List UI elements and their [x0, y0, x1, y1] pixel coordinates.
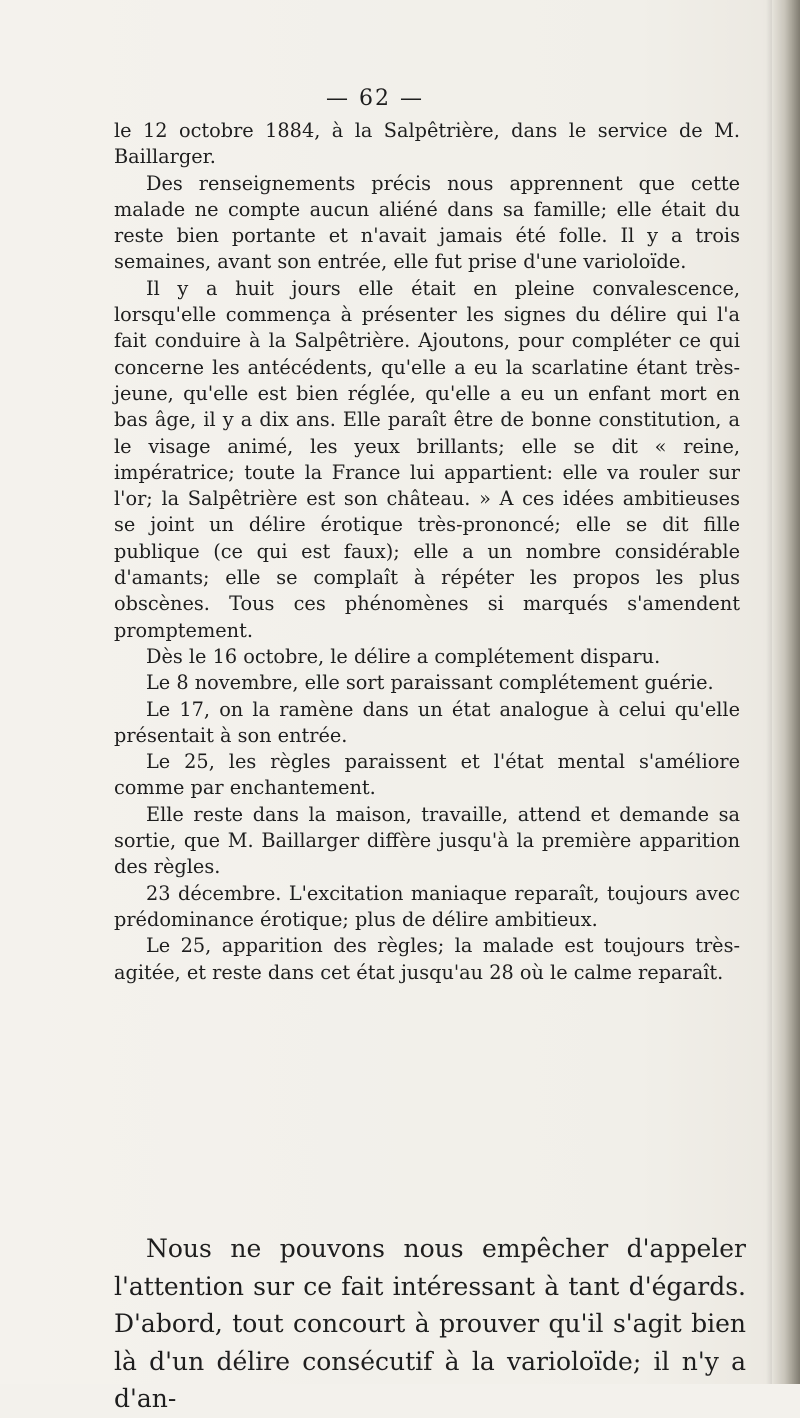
paragraph-family-history: Des renseignements précis nous apprennent que cette malade ne compte aucun aliéné dans sa famille; elle était du reste bien portante et n'avait jamais été folle. Il y a trois semaines, avant son entrée, elle fut prise d'une varioloïde.	[114, 171, 740, 274]
paragraph-improvement: Le 25, les règles paraissent et l'état mental s'améliore comme par enchantement.	[114, 750, 740, 800]
paragraph-admission: le 12 octobre 1884, à la Salpêtrière, dans le service de M. Baillarger.	[114, 119, 740, 169]
paragraph-readmission: Le 17, on la ramène dans un état analogue à celui qu'elle présentait à son entrée.	[114, 697, 740, 747]
paragraph-commentary: Nous ne pouvons nous empêcher d'appeler l'attention sur ce fait intéressant à tant d'égards. D'abord, tout concourt à prouver qu'il s'agit bien là d'un délire consécutif à la varioloïde; il n'y a d'an-	[114, 1234, 746, 1413]
paragraph-november-8: Le 8 novembre, elle sort paraissant complétement guérie.	[146, 671, 714, 695]
paragraph-october-16: Dès le 16 octobre, le délire a complétement disparu.	[146, 644, 661, 668]
case-report-text	[114, 118, 740, 986]
paragraph-stay: Elle reste dans la maison, travaille, attend et demande sa sortie, que M. Baillarger diffère jusqu'à la première apparition des règles.	[114, 802, 740, 879]
paragraph-december-25: Le 25, apparition des règles; la malade est toujours très-agitée, et reste dans cet état jusqu'au 28 où le calme reparaît.	[114, 934, 740, 984]
commentary-text	[114, 1230, 746, 1418]
paragraph-delirium-onset: Il y a huit jours elle était en pleine convalescence, lorsqu'elle commença à présenter les signes du délire qui l'a fait conduire à la Salpêtrière. Ajoutons, pour compléter ce qui concerne les antécédents, qu'elle a eu la scarlatine étant très-jeune, qu'elle est bien réglée, qu'elle a eu un enfant mort en bas âge, il y a dix ans. Elle paraît être de bonne constitution, a le visage animé, les yeux brillants; elle se dit « reine, impératrice; toute la France lui appartient: elle va rouler sur l'or; la Salpêtrière est son château. » A ces idées ambitieuses se joint un délire érotique très-prononcé; elle se dit fille publique (ce qui est faux); elle a un nombre considérable d'amants; elle se complaît à répéter les propos les plus obscènes. Tous ces phénomènes si marqués s'amendent promptement.	[114, 276, 740, 642]
paragraph-december-23: 23 décembre. L'excitation maniaque reparaît, toujours avec prédominance érotique; plus de délire ambitieux.	[114, 881, 740, 931]
page-number: — 62 —	[326, 86, 424, 111]
page-edge	[772, 0, 800, 1384]
